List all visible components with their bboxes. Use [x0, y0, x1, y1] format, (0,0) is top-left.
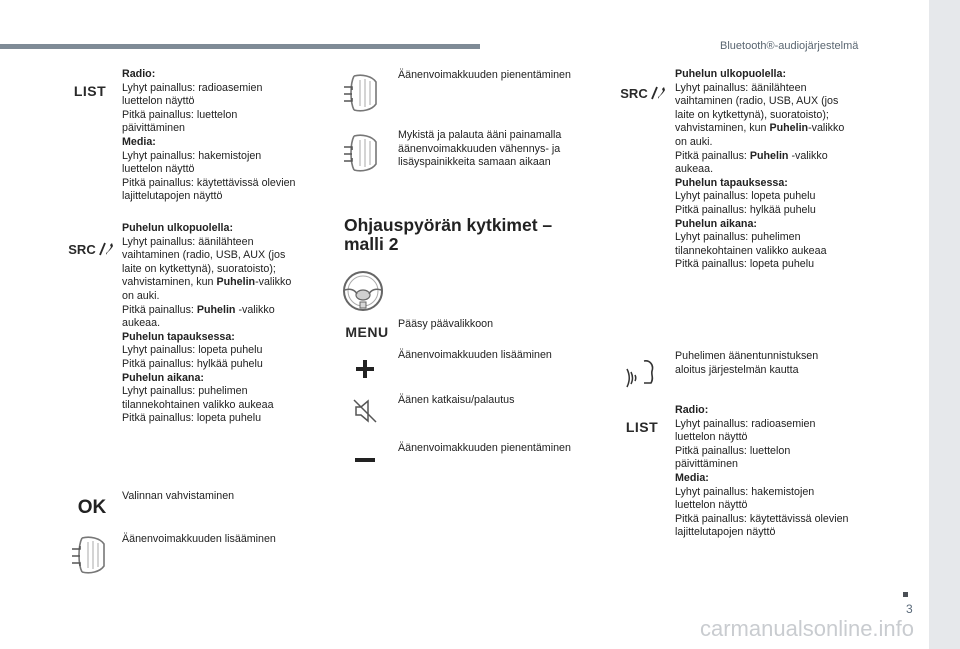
text-line: vaihtaminen (radio, USB, AUX (jos	[675, 95, 839, 108]
text-line: luettelon näyttö	[675, 431, 748, 444]
text-span: -valikko	[255, 276, 292, 289]
text-line: Pitkä painallus: luettelon	[122, 108, 238, 121]
outside-call-heading: Puhelun ulkopuolella:	[675, 68, 787, 80]
text-span: -valikko	[788, 149, 828, 162]
watermark: carmanualsonline.info	[700, 616, 915, 641]
text-line: luettelon näyttö	[675, 499, 748, 512]
phone-menu-term: Puhelin	[749, 149, 789, 162]
list-description	[122, 68, 295, 204]
side-margin-band	[929, 0, 960, 649]
minus-description	[398, 442, 571, 456]
text-line: Pitkä painallus: hylkää puhelu	[122, 357, 263, 370]
text-span: vahvistaminen, kun	[675, 122, 770, 135]
text-line: laite on kytkettynä), suoratoisto);	[675, 108, 829, 121]
heading-line: Ohjauspyörän kytkimet –	[344, 215, 553, 235]
text-line: päivittäminen	[122, 122, 185, 135]
outside-call-heading: Puhelun ulkopuolella:	[122, 222, 234, 234]
incoming-call-heading: Puhelun tapauksessa:	[122, 330, 235, 343]
media-heading: Media:	[675, 471, 709, 484]
text-line: äänenvoimakkuuden vähennys- ja	[398, 142, 561, 155]
text-line: aukeaa.	[675, 163, 714, 176]
ok-description	[122, 490, 234, 504]
voice-description	[675, 350, 818, 377]
text-span: vahvistaminen, kun	[122, 276, 217, 289]
text-line: Lyhyt painallus: radioasemien	[675, 417, 816, 430]
text-line: aloitus järjestelmän kautta	[675, 363, 799, 376]
mute2-description	[398, 394, 514, 408]
text-line: luettelon näyttö	[122, 95, 195, 108]
text-span: Pitkä painallus:	[122, 303, 197, 316]
list-button-icon: LIST	[73, 83, 107, 99]
phone-menu-term: Puhelin	[216, 276, 256, 289]
text-line: Lyhyt painallus: hakemistojen	[675, 485, 815, 498]
text-line: päivittäminen	[675, 458, 738, 471]
text-line: Äänenvoimakkuuden lisääminen	[122, 533, 276, 545]
text-line: Pitkä painallus: hylkää puhelu	[675, 203, 816, 216]
text-line	[122, 276, 291, 290]
text-line: Lyhyt painallus: äänilähteen	[675, 81, 807, 94]
thumbwheel-down-icon	[340, 70, 386, 116]
src-label: SRC	[68, 241, 96, 257]
text-line: Pitkä painallus: käytettävissä olevien	[122, 176, 296, 189]
slash-phone-icon	[98, 242, 114, 256]
text-line: Lyhyt painallus: puhelimen	[675, 231, 801, 244]
text-line: Pääsy päävalikkoon	[398, 318, 494, 330]
text-line: vaihtaminen (radio, USB, AUX (jos	[122, 249, 286, 262]
text-line: lajittelutapojen näyttö	[675, 526, 776, 539]
text-line: Lyhyt painallus: hakemistojen	[122, 149, 262, 162]
thumbwheel-up-icon	[68, 532, 114, 578]
page-header-title: Bluetooth®-audiojärjestelmä	[720, 40, 859, 52]
text-line: Pitkä painallus: käytettävissä olevien	[675, 512, 849, 525]
list-button-icon: LIST	[625, 419, 659, 435]
text-line: luettelon näyttö	[122, 163, 195, 176]
text-line: Lyhyt painallus: lopeta puhelu	[122, 344, 263, 357]
ok-button-icon: OK	[77, 497, 107, 518]
src-description	[675, 68, 844, 272]
text-line: Äänenvoimakkuuden pienentäminen	[398, 442, 571, 454]
text-line: aukeaa.	[122, 317, 161, 330]
volume-up-description	[122, 533, 276, 547]
speaker-mute-icon	[350, 396, 380, 426]
text-line: Pitkä painallus: lopeta puhelu	[122, 412, 262, 425]
volume-down-description	[398, 69, 571, 83]
text-line: laite on kytkettynä), suoratoisto);	[122, 262, 276, 275]
text-line: Valinnan vahvistaminen	[122, 490, 235, 502]
text-line: on auki.	[122, 289, 160, 302]
plus-description	[398, 349, 552, 363]
text-line: Pitkä painallus: lopeta puhelu	[675, 258, 815, 271]
text-line	[122, 304, 291, 318]
slash-phone-icon	[650, 86, 666, 100]
during-call-heading: Puhelun aikana:	[122, 371, 204, 384]
minus-icon	[354, 452, 376, 468]
mute-description	[398, 129, 561, 170]
menu-description	[398, 318, 493, 332]
text-line: lajittelutapojen näyttö	[122, 190, 223, 203]
text-span: -valikko	[235, 303, 275, 316]
text-line	[675, 122, 844, 136]
src-description	[122, 222, 291, 426]
text-line: Pitkä painallus: luettelon	[675, 444, 791, 457]
text-line: Lyhyt painallus: lopeta puhelu	[675, 190, 816, 203]
page-number: 3	[906, 602, 913, 616]
plus-icon	[354, 358, 376, 380]
voice-recognition-icon	[622, 356, 662, 390]
during-call-heading: Puhelun aikana:	[675, 217, 757, 230]
text-span: -valikko	[808, 122, 845, 135]
text-line: Äänenvoimakkuuden pienentäminen	[398, 69, 571, 81]
radio-heading: Radio:	[122, 68, 156, 80]
page-marker-dot	[903, 592, 908, 597]
incoming-call-heading: Puhelun tapauksessa:	[675, 176, 788, 189]
src-label: SRC	[620, 85, 648, 101]
steering-wheel-icon	[340, 268, 386, 314]
radio-heading: Radio:	[675, 404, 709, 416]
header-rule	[0, 44, 480, 49]
list-description	[675, 404, 848, 540]
src-phone-button-icon	[66, 240, 116, 258]
text-line: on auki.	[675, 135, 713, 148]
media-heading: Media:	[122, 135, 156, 148]
phone-menu-term: Puhelin	[196, 303, 236, 316]
text-line: Puhelimen äänentunnistuksen	[675, 350, 819, 362]
text-line: lisäyspainikkeita samaan aikaan	[398, 156, 551, 169]
text-line: Mykistä ja palauta ääni painamalla	[398, 129, 562, 141]
text-line: Lyhyt painallus: puhelimen	[122, 385, 248, 398]
section-heading	[344, 216, 552, 254]
text-line	[675, 150, 844, 164]
text-line: Lyhyt painallus: äänilähteen	[122, 235, 254, 248]
menu-button-icon: MENU	[345, 324, 389, 340]
text-line: tilannekohtainen valikko aukeaa	[122, 398, 274, 411]
text-line: Äänen katkaisu/palautus	[398, 394, 515, 406]
phone-menu-term: Puhelin	[769, 122, 809, 135]
thumbwheel-mute-icon	[340, 130, 386, 176]
text-line: Lyhyt painallus: radioasemien	[122, 81, 263, 94]
text-line: tilannekohtainen valikko aukeaa	[675, 244, 827, 257]
heading-line: malli 2	[344, 234, 399, 254]
text-line: Äänenvoimakkuuden lisääminen	[398, 349, 552, 361]
text-span: Pitkä painallus:	[675, 149, 750, 162]
src-phone-button-icon	[618, 84, 668, 102]
